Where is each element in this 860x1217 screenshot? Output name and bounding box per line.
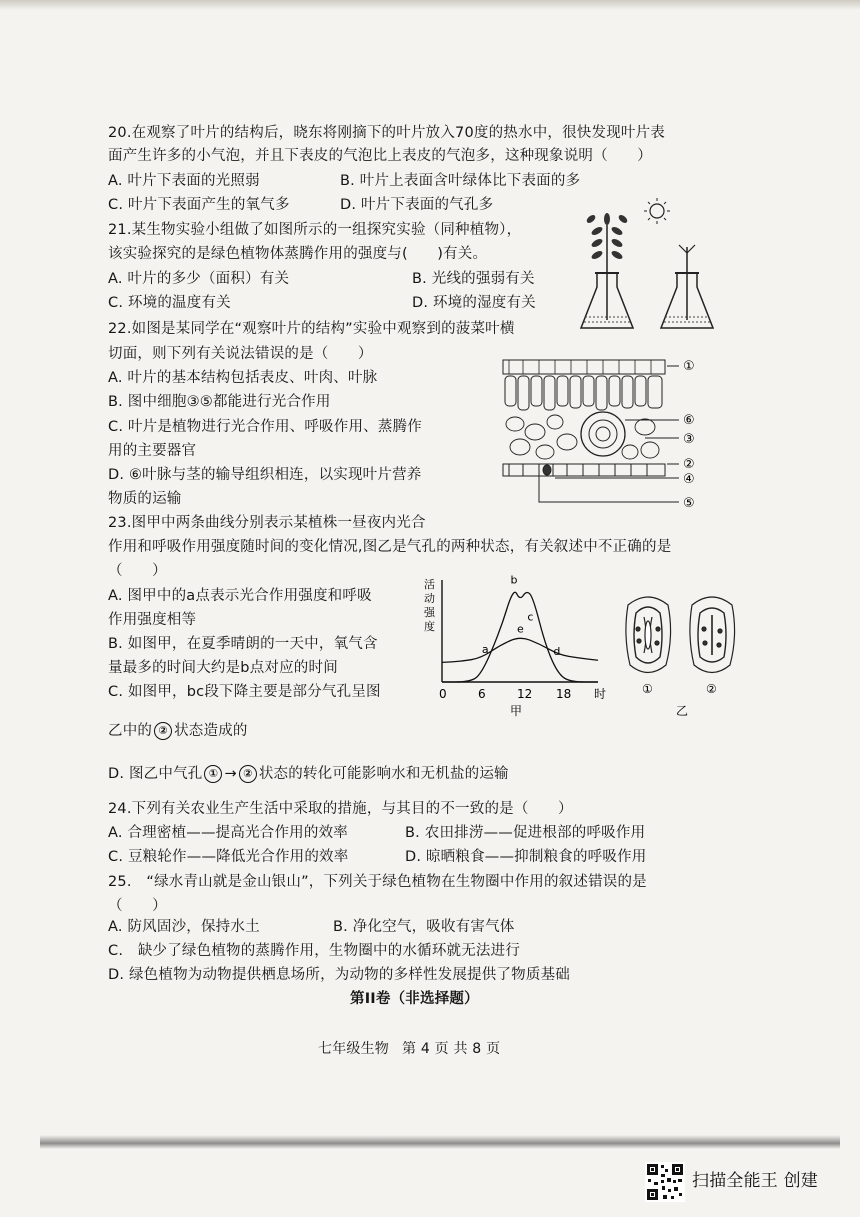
q21-option-a: A. 叶片的多少（面积）有关 xyxy=(108,271,290,287)
footer-page-info: 第 4 页 共 8 页 xyxy=(402,1041,501,1057)
q23-option-d xyxy=(108,765,509,783)
q23-option-b-line1: B. 如图甲，在夏季晴朗的一天中，氧气含 xyxy=(108,636,378,652)
q22-label-3: ③ xyxy=(683,432,695,447)
chart-ylabel-4: 度 xyxy=(424,620,435,633)
chart-tick-label: 12 xyxy=(517,687,533,701)
q20-option-c: C. 叶片下表面产生的氧气多 xyxy=(108,197,290,213)
q23-stem-line3: （ ） xyxy=(108,563,167,579)
q20-option-d: D. 叶片下表面的气孔多 xyxy=(340,197,494,213)
q23-c-post: 状态造成的 xyxy=(174,723,248,739)
q24-option-b: B. 农田排涝——促进根部的呼吸作用 xyxy=(405,825,646,841)
q22-option-c-line2: 用的主要器官 xyxy=(108,443,197,459)
stoma-open-drawing xyxy=(626,597,671,673)
q23-d-pre: D. 图乙中气孔 xyxy=(108,766,203,782)
q22-leaf-section-figure xyxy=(495,352,700,514)
chart-caption-jia: 甲 xyxy=(510,704,523,718)
q23-option-c-line1: C. 如图甲，bc段下降主要是部分气孔呈图 xyxy=(108,684,381,700)
q22-label-5: ⑤ xyxy=(683,496,695,511)
chart-series-photosynthesis xyxy=(442,592,598,682)
chart-point-label-e: e xyxy=(517,622,524,636)
q22-option-a: A. 叶片的基本结构包括表皮、叶肉、叶脉 xyxy=(108,370,378,386)
q23-c-pre: 乙中的 xyxy=(108,723,153,739)
q25-option-c: C. 缺少了绿色植物的蒸腾作用，生物圈中的水循环就无法进行 xyxy=(108,943,521,959)
chart-point-label-b: b xyxy=(510,573,518,587)
q24-stem: 24.下列有关农业生产生活中采取的措施，与其目的不一致的是（ ） xyxy=(108,801,573,817)
q24-option-c: C. 豆粮轮作——降低光合作用的效率 xyxy=(108,849,349,865)
footer-subject: 七年级生物 xyxy=(318,1041,389,1057)
q24-option-d: D. 晾晒粮食——抑制粮食的呼吸作用 xyxy=(405,849,647,865)
chart-tick-label: 0 xyxy=(439,687,447,701)
q22-label-4: ④ xyxy=(683,472,695,487)
q22-option-c-line1: C. 叶片是植物进行光合作用、呼吸作用、蒸腾作 xyxy=(108,419,422,435)
q23-option-b-line2: 量最多的时间大约是b点对应的时间 xyxy=(108,660,338,676)
q23-chart-jia xyxy=(420,572,610,722)
page-bottom-shadow xyxy=(40,1135,840,1149)
q20-stem-line2: 面产生许多的小气泡，并且下表皮的气泡比上表皮的气泡多，这种现象说明（ ） xyxy=(108,148,652,164)
q25-option-d: D. 绿色植物为动物提供栖息场所，为动物的多样性发展提供了物质基础 xyxy=(108,967,570,983)
q22-label-1: ① xyxy=(683,359,695,374)
chart-xlabel: 时 xyxy=(594,687,607,701)
q23-stem-line1: 23.图甲中两条曲线分别表示某植株一昼夜内光合 xyxy=(108,515,426,531)
chart-ylabel-1: 活 xyxy=(424,578,435,591)
stomata-caption-yi: 乙 xyxy=(676,704,689,718)
chart-tick-label: 18 xyxy=(556,687,572,701)
q21-option-c: C. 环境的温度有关 xyxy=(108,295,231,311)
circled-2-mark: ② xyxy=(154,722,172,740)
qr-code-icon xyxy=(645,1162,685,1202)
chart-tick-labels xyxy=(439,687,571,701)
q24-option-a: A. 合理密植——提高光合作用的效率 xyxy=(108,825,348,841)
section-title: 第II卷（非选择题） xyxy=(350,991,479,1007)
watermark-text: 扫描全能王 创建 xyxy=(692,1171,819,1191)
q22-stem-line1: 22.如图是某同学在“观察叶片的结构”实验中观察到的菠菜叶横 xyxy=(108,321,515,337)
q22-label-6: ⑥ xyxy=(683,413,695,428)
q23-option-a-line2: 作用强度相等 xyxy=(108,612,197,628)
q20-option-a: A. 叶片下表面的光照弱 xyxy=(108,173,260,189)
q23-stem-line2: 作用和呼吸作用强度随时间的变化情况,图乙是气孔的两种状态，有关叙述中不正确的是 xyxy=(108,539,672,555)
q25-stem-line1: 25. “绿水青山就是金山银山”，下列关于绿色植物在生物圈中作用的叙述错误的是 xyxy=(108,874,647,890)
q23-d-post: 状态的转化可能影响水和无机盐的运输 xyxy=(258,766,509,782)
q25-stem-line2: （ ） xyxy=(108,898,167,914)
q20-option-b: B. 叶片上表面含叶绿体比下表面的多 xyxy=(340,173,581,189)
q25-option-b: B. 净化空气，吸收有害气体 xyxy=(333,919,515,935)
q21-option-d: D. 环境的湿度有关 xyxy=(412,295,536,311)
arrow-mark: → xyxy=(224,766,237,782)
flask-right-icon xyxy=(661,245,713,328)
q21-flask-figure xyxy=(575,195,735,340)
stoma-closed-drawing xyxy=(690,597,735,673)
q23-option-c-line2 xyxy=(108,722,248,740)
q22-label-2: ② xyxy=(683,457,695,472)
q21-option-b: B. 光线的强弱有关 xyxy=(412,271,535,287)
chart-point-label-a: a xyxy=(481,642,489,656)
q22-stem-line2: 切面，则下列有关说法错误的是（ ） xyxy=(108,346,373,362)
q22-option-d-line2: 物质的运输 xyxy=(108,491,182,507)
q25-option-a: A. 防风固沙，保持水土 xyxy=(108,919,260,935)
chart-ylabel-3: 强 xyxy=(424,606,435,619)
page-top-shadow xyxy=(0,0,860,10)
sun-icon xyxy=(644,198,670,224)
q22-option-d-line1: D. ⑥叶脉与茎的输导组织相连，以实现叶片营养 xyxy=(108,467,422,483)
chart-tick-label: 6 xyxy=(478,687,486,701)
q21-stem-line2: 该实验探究的是绿色植物体蒸腾作用的强度与( )有关。 xyxy=(108,246,488,262)
flask-left-icon xyxy=(581,213,633,328)
circled-2-mark: ② xyxy=(239,765,257,783)
q21-stem-line1: 21.某生物实验小组做了如图所示的一组探究实验（同种植物）， xyxy=(108,222,522,238)
q23-stomata-figure xyxy=(618,585,748,720)
chart-point-label-d: d xyxy=(553,645,561,659)
leaf-section-drawing xyxy=(503,360,679,502)
stoma-label-2: ② xyxy=(706,682,717,696)
q20-stem-line1: 20.在观察了叶片的结构后，晓东将刚摘下的叶片放入70度的热水中，很快发现叶片表 xyxy=(108,125,666,141)
chart-point-label-c: c xyxy=(527,610,534,624)
chart-ylabel-2: 动 xyxy=(424,592,435,605)
chart-series-respiration xyxy=(442,638,598,662)
q23-option-a-line1: A. 图甲中的a点表示光合作用强度和呼吸 xyxy=(108,588,372,604)
q22-option-b: B. 图中细胞③⑤都能进行光合作用 xyxy=(108,394,331,410)
stoma-label-1: ① xyxy=(642,682,653,696)
circled-1-mark: ① xyxy=(204,765,222,783)
